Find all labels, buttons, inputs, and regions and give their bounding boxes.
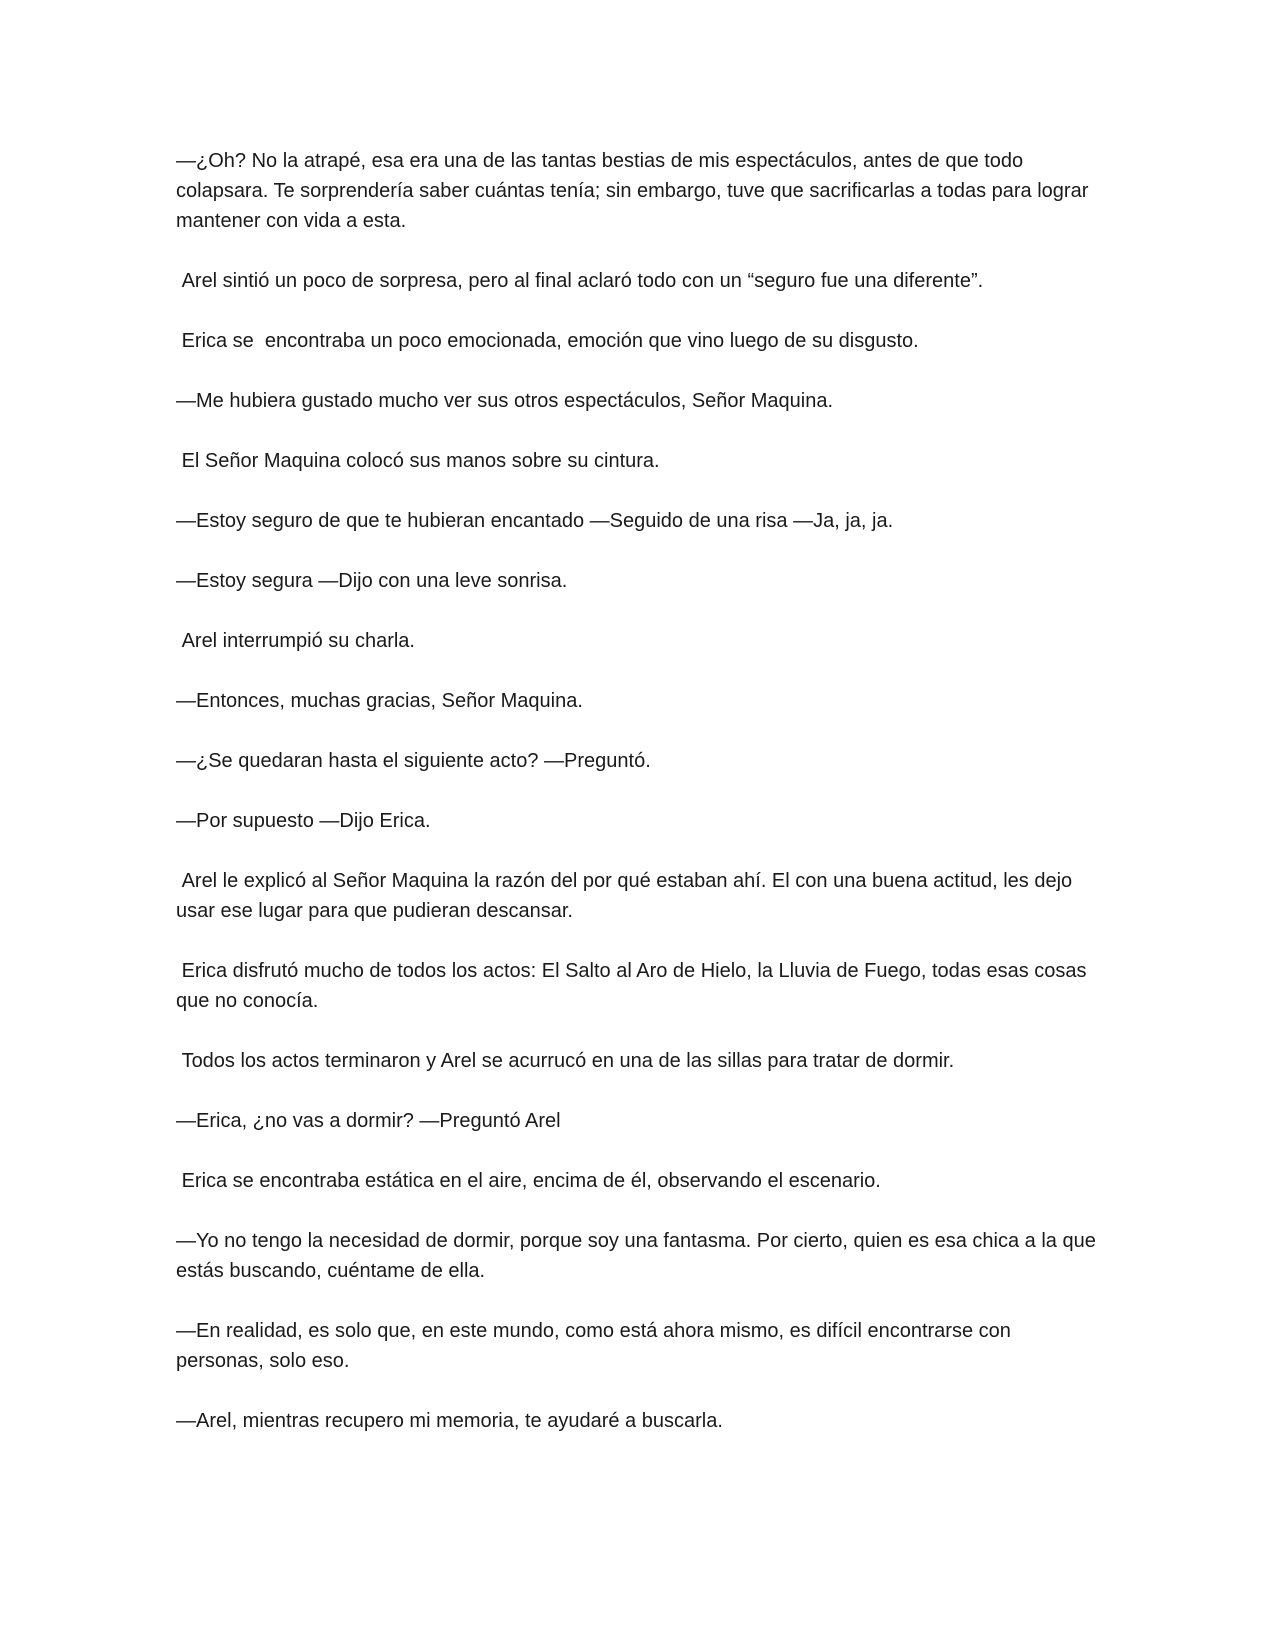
paragraph: Todos los actos terminaron y Arel se acurrucó en una de las sillas para tratar de dormir. <box>176 1050 955 1072</box>
paragraph: Arel interrumpió su charla. <box>176 630 415 652</box>
paragraph: El Señor Maquina colocó sus manos sobre su cintura. <box>176 450 660 472</box>
paragraph: Erica disfrutó mucho de todos los actos: El Salto al Aro de Hielo, la Lluvia de Fuego, todas esas cosas que no conocía. <box>176 960 1093 1012</box>
paragraph: —Entonces, muchas gracias, Señor Maquina. <box>176 690 583 712</box>
paragraph: Erica se encontraba estática en el aire, encima de él, observando el escenario. <box>176 1170 881 1192</box>
paragraph: —¿Oh? No la atrapé, esa era una de las tantas bestias de mis espectáculos, antes de que todo colapsara. Te sorprendería saber cuántas tenía; sin embargo, tuve que sacrificarlas a todas para lograr mantener con vida a esta. <box>176 150 1094 232</box>
paragraph: Erica se encontraba un poco emocionada, emoción que vino luego de su disgusto. <box>176 330 919 352</box>
paragraph: —Yo no tengo la necesidad de dormir, porque soy una fantasma. Por cierto, quien es esa chica a la que estás buscando, cuéntame de ella. <box>176 1230 1102 1282</box>
paragraph: —Por supuesto —Dijo Erica. <box>176 810 431 832</box>
paragraph: —Erica, ¿no vas a dormir? —Preguntó Arel <box>176 1110 561 1132</box>
document-body <box>176 146 1101 1466</box>
paragraph: —Arel, mientras recupero mi memoria, te ayudaré a buscarla. <box>176 1410 723 1432</box>
paragraph: —Estoy seguro de que te hubieran encantado —Seguido de una risa —Ja, ja, ja. <box>176 510 894 532</box>
paragraph: —¿Se quedaran hasta el siguiente acto? —Preguntó. <box>176 750 651 772</box>
paragraph: Arel sintió un poco de sorpresa, pero al final aclaró todo con un “seguro fue una diferente”. <box>176 270 984 292</box>
paragraph: Arel le explicó al Señor Maquina la razón del por qué estaban ahí. El con una buena actitud, les dejo usar ese lugar para que pudieran descansar. <box>176 870 1078 922</box>
paragraph: —Estoy segura —Dijo con una leve sonrisa. <box>176 570 568 592</box>
paragraph: —En realidad, es solo que, en este mundo, como está ahora mismo, es difícil encontrarse con personas, solo eso. <box>176 1320 1017 1372</box>
paragraph: —Me hubiera gustado mucho ver sus otros espectáculos, Señor Maquina. <box>176 390 834 412</box>
